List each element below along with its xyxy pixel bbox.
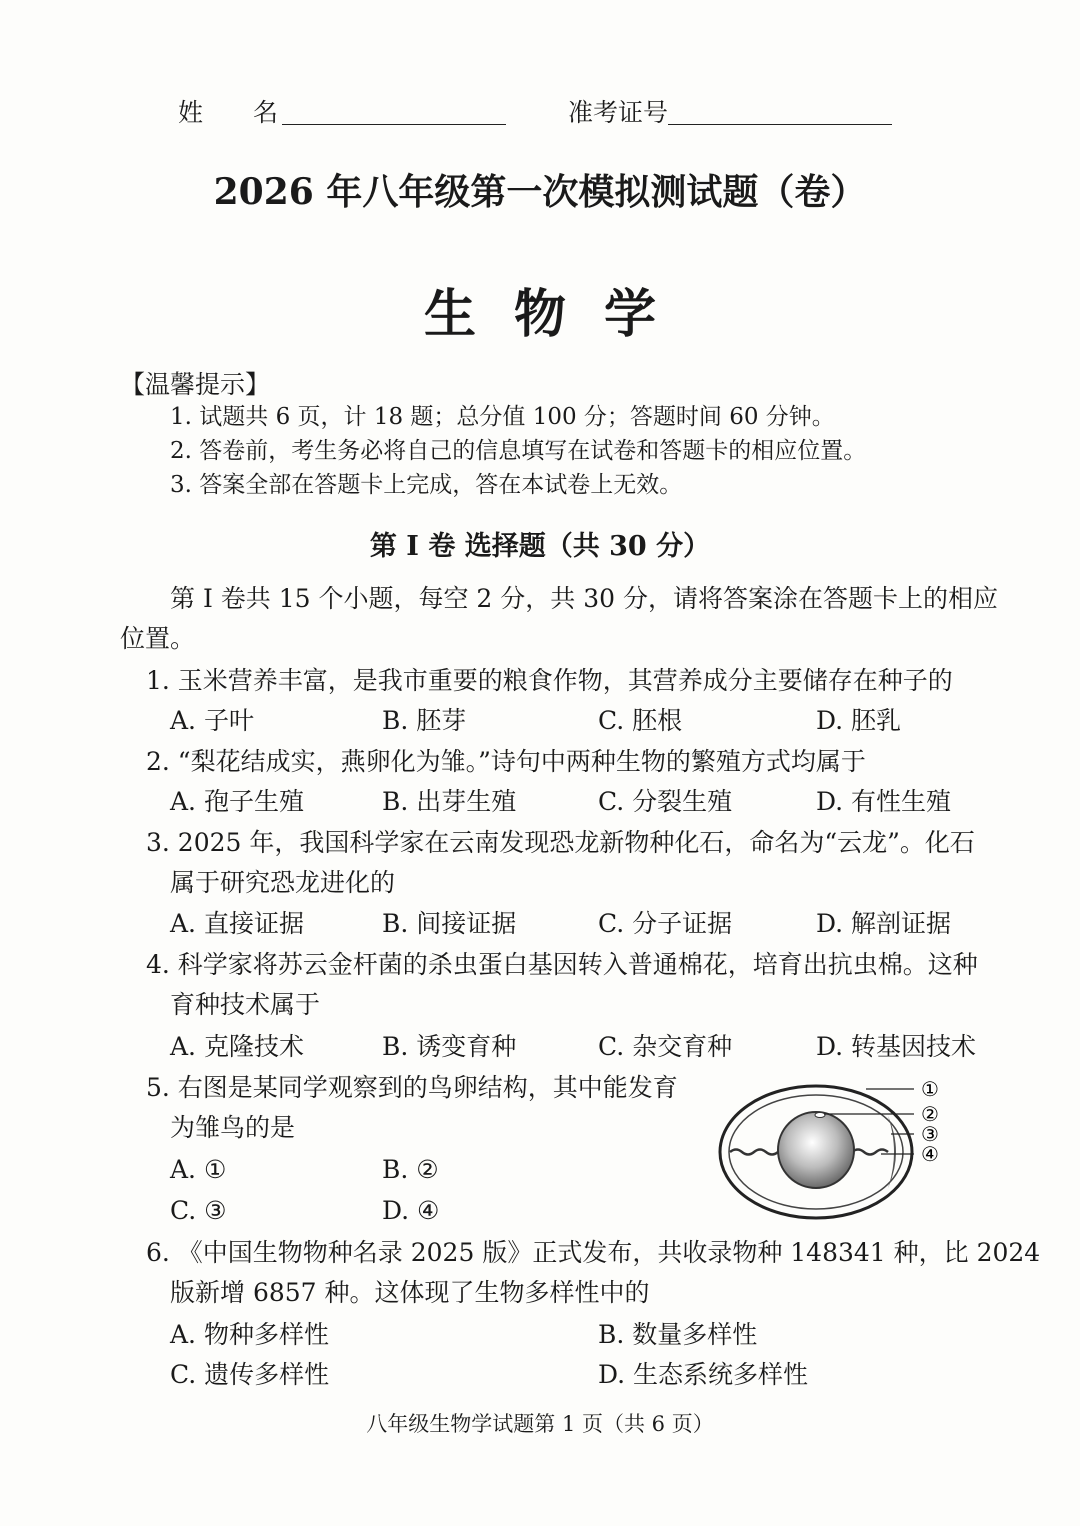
option-d[interactable]: D. 转基因技术 [816,1032,977,1061]
yolk [778,1112,854,1188]
question-stem: 4. 科学家将苏云金杆菌的杀虫蛋白基因转入普通棉花，培育出抗虫棉。这种 [146,950,978,979]
option-d[interactable]: D. 生态系统多样性 [598,1360,809,1389]
section-instruction-cont: 位置。 [120,624,196,653]
option-b[interactable]: B. ② [382,1155,439,1184]
figure-label-2: ② [921,1102,939,1126]
question-stem: 2. “梨花结成实，燕卵化为雏。”诗句中两种生物的繁殖方式均属于 [146,747,866,776]
question-stem-cont: 属于研究恐龙进化的 [170,868,396,897]
question-stem: 5. 右图是某同学观察到的鸟卵结构，其中能发育 [146,1073,678,1102]
tip-item: 3. 答案全部在答题卡上完成，答在本试卷上无效。 [170,472,683,498]
option-d[interactable]: D. 有性生殖 [816,787,952,816]
question-stem-cont: 版新增 6857 种。这体现了生物多样性中的 [170,1278,650,1307]
germinal-disc [815,1113,825,1118]
option-d[interactable]: D. ④ [382,1196,440,1225]
section-heading: 第 I 卷 选择题（共 30 分） [369,531,711,562]
figure-label-3: ③ [921,1122,939,1146]
question-stem-cont: 为雏鸟的是 [170,1113,296,1142]
option-c[interactable]: C. 胚根 [598,706,683,735]
figure-label-1: ① [921,1077,939,1101]
question-stem-cont: 育种技术属于 [170,990,321,1019]
option-b[interactable]: B. 出芽生殖 [382,787,517,816]
option-d[interactable]: D. 胚乳 [816,706,902,735]
option-c[interactable]: C. 杂交育种 [598,1032,733,1061]
exam-id-label: 准考证号 [568,98,669,127]
option-b[interactable]: B. 诱变育种 [382,1032,517,1061]
option-a[interactable]: A. 孢子生殖 [170,787,304,816]
name-label: 姓 名 [178,98,279,127]
bird-egg-figure [716,1072,948,1222]
option-b[interactable]: B. 数量多样性 [598,1320,758,1349]
question-stem: 1. 玉米营养丰富，是我市重要的粮食作物，其营养成分主要储存在种子的 [146,666,953,695]
question-stem: 3. 2025 年，我国科学家在云南发现恐龙新物种化石，命名为“云龙”。化石 [146,828,975,857]
exam-title: 2026 年八年级第一次模拟测试题（卷） [213,171,867,213]
question-stem: 6. 《中国生物物种名录 2025 版》正式发布，共收录物种 148341 种，比 2024 [146,1238,1041,1267]
subject-title: 生物学 [423,284,694,345]
option-c[interactable]: C. 分子证据 [598,909,733,938]
option-d[interactable]: D. 解剖证据 [816,909,952,938]
section-instruction: 第 Ⅰ 卷共 15 个小题，每空 2 分，共 30 分，请将答案涂在答题卡上的相应 [170,584,998,613]
option-b[interactable]: B. 胚芽 [382,706,467,735]
option-a[interactable]: A. 克隆技术 [170,1032,304,1061]
name-blank[interactable] [282,124,506,125]
option-c[interactable]: C. 分裂生殖 [598,787,733,816]
figure-label-4: ④ [921,1142,939,1166]
option-a[interactable]: A. 物种多样性 [170,1320,329,1349]
tips-heading: 【温馨提示】 [120,370,271,399]
tip-item: 2. 答卷前，考生务必将自己的信息填写在试卷和答题卡的相应位置。 [170,438,867,464]
option-c[interactable]: C. 遗传多样性 [170,1360,330,1389]
option-b[interactable]: B. 间接证据 [382,909,517,938]
tip-item: 1. 试题共 6 页，计 18 题；总分值 100 分；答题时间 60 分钟。 [170,404,835,430]
option-c[interactable]: C. ③ [170,1196,227,1225]
option-a[interactable]: A. 子叶 [170,706,254,735]
page-footer: 八年级生物学试题第 1 页（共 6 页） [366,1412,714,1436]
option-a[interactable]: A. 直接证据 [170,909,304,938]
option-a[interactable]: A. ① [170,1155,227,1184]
chalaza-left [730,1150,778,1155]
exam-id-blank[interactable] [668,124,892,125]
